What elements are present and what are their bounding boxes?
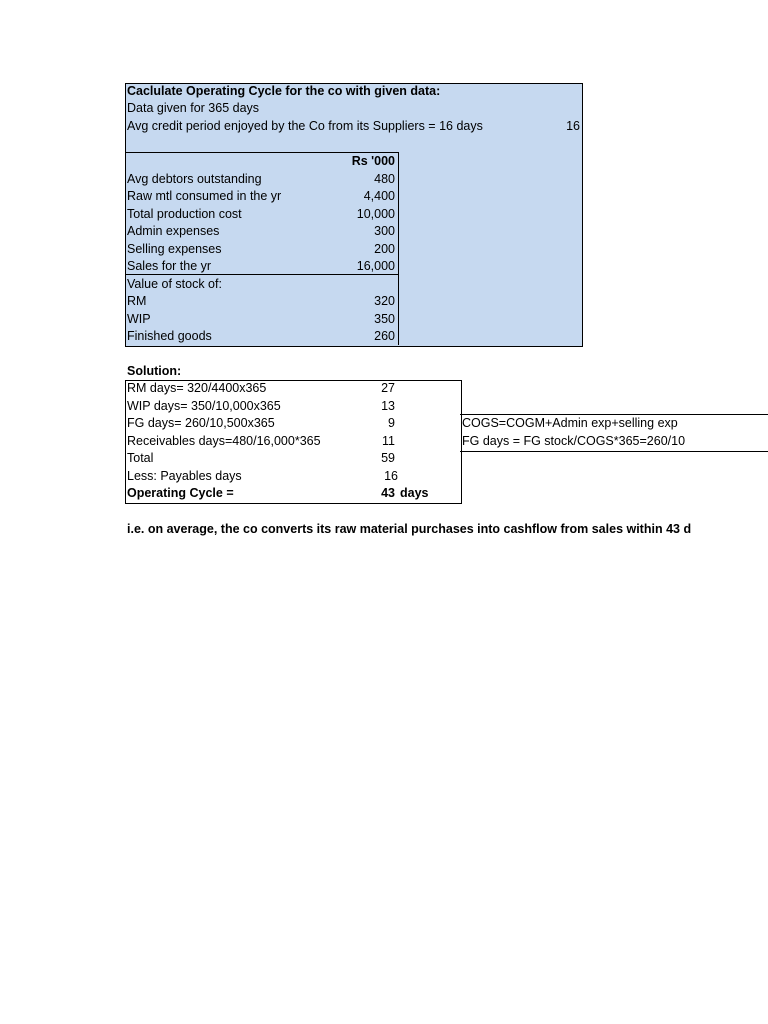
stock-row-label: RM bbox=[127, 294, 147, 308]
solution-heading: Solution: bbox=[127, 364, 182, 378]
given-row-value: 300 bbox=[374, 224, 395, 238]
given-data-days: Data given for 365 days bbox=[127, 101, 260, 115]
stock-header: Value of stock of: bbox=[127, 277, 222, 291]
given-row-label: Raw mtl consumed in the yr bbox=[127, 189, 282, 203]
given-row-label: Total production cost bbox=[127, 207, 242, 221]
note-cogs: COGS=COGM+Admin exp+selling exp bbox=[462, 416, 678, 430]
unit-header: Rs '000 bbox=[351, 154, 395, 168]
stock-row-label: Finished goods bbox=[127, 329, 212, 343]
stock-row-value: 350 bbox=[374, 312, 395, 326]
given-row-label: Selling expenses bbox=[127, 242, 222, 256]
solution-row-label: Less: Payables days bbox=[127, 469, 242, 483]
solution-row-value: 9 bbox=[388, 416, 395, 430]
solution-row-label: RM days= 320/4400x365 bbox=[127, 381, 267, 395]
operating-cycle-label: Operating Cycle = bbox=[127, 486, 234, 500]
solution-row-value: 11 bbox=[382, 434, 395, 448]
solution-row-value: 59 bbox=[381, 451, 395, 465]
given-row-label: Avg debtors outstanding bbox=[127, 172, 262, 186]
given-column-divider bbox=[398, 152, 399, 345]
notes-box bbox=[460, 414, 768, 452]
given-row-value: 200 bbox=[374, 242, 395, 256]
stock-row-value: 320 bbox=[374, 294, 395, 308]
solution-row-label: FG days= 260/10,500x365 bbox=[127, 416, 275, 430]
given-row-value: 16,000 bbox=[356, 259, 395, 273]
solution-row-value: 13 bbox=[381, 399, 395, 413]
stock-row-value: 260 bbox=[374, 329, 395, 343]
given-row-value: 480 bbox=[374, 172, 395, 186]
solution-row-label: Receivables days=480/16,000*365 bbox=[127, 434, 321, 448]
operating-cycle-value: 43 bbox=[381, 486, 395, 500]
solution-row-value: 27 bbox=[381, 381, 395, 395]
given-credit-value: 16 bbox=[566, 119, 580, 133]
stock-row-label: WIP bbox=[127, 312, 151, 326]
note-fg-days: FG days = FG stock/COGS*365=260/10 bbox=[462, 434, 686, 448]
operating-cycle-unit: days bbox=[400, 486, 429, 500]
conclusion-text: i.e. on average, the co converts its raw material purchases into cashflow from sales within 43 d bbox=[127, 522, 692, 536]
given-row-label: Admin expenses bbox=[127, 224, 220, 238]
solution-row-label: WIP days= 350/10,000x365 bbox=[127, 399, 281, 413]
given-row-value: 4,400 bbox=[363, 189, 395, 203]
given-row-value: 10,000 bbox=[356, 207, 395, 221]
given-row-label: Sales for the yr bbox=[127, 259, 212, 273]
given-title: Caclulate Operating Cycle for the co with given data: bbox=[127, 84, 441, 98]
given-credit-period: Avg credit period enjoyed by the Co from its Suppliers = 16 days bbox=[127, 119, 483, 133]
solution-row-value: 16 bbox=[384, 469, 398, 483]
solution-row-label: Total bbox=[127, 451, 154, 465]
